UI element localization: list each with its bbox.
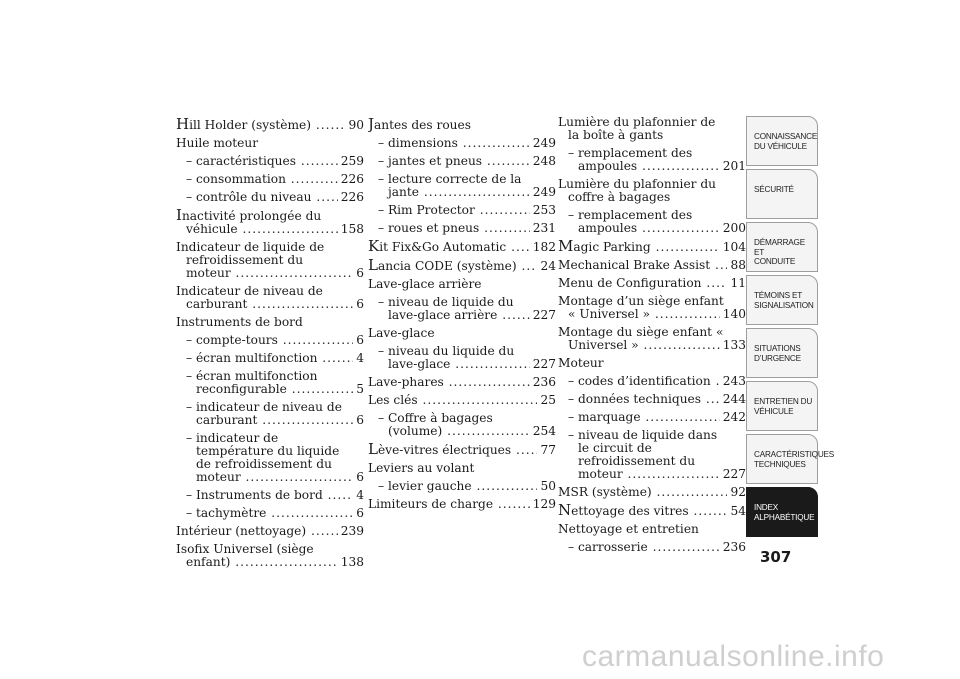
index-entry	[368, 443, 556, 457]
entry-page-number: 244	[722, 392, 746, 406]
chapter-tab[interactable]	[746, 116, 818, 166]
entry-text	[568, 541, 720, 554]
chapter-tab[interactable]	[746, 487, 818, 537]
entry-continuation: jante	[388, 186, 420, 199]
entry-continuation: la boîte à gants	[568, 129, 664, 142]
index-entry	[368, 480, 556, 493]
chapter-tab[interactable]	[746, 169, 818, 219]
chapter-tab-line: DÉMARRAGE ET	[754, 238, 805, 257]
entry-page-number: 140	[722, 307, 746, 321]
index-entry	[176, 118, 364, 132]
index-entry	[558, 486, 746, 499]
initial-letter: L	[368, 443, 378, 457]
entry-page-number: 6	[356, 266, 364, 280]
entry-continuation: moteur	[578, 468, 623, 481]
entry-label: ill Holder (système)	[189, 118, 312, 132]
entry-label: it Fix&Go Automatic	[379, 240, 507, 254]
entry-continuation: reconfigurable	[196, 383, 287, 396]
entry-continuation: moteur	[196, 471, 241, 484]
entry-continuation: coffre à bagages	[568, 191, 671, 204]
entry-text	[558, 504, 727, 518]
entry-text	[186, 334, 353, 347]
entry-label: – Coffre à bagages	[378, 411, 493, 425]
entry-label: – caractéristiques	[186, 155, 296, 168]
entry-text	[378, 345, 530, 371]
entry-text	[558, 116, 746, 142]
entry-page-number: 6	[356, 413, 364, 427]
entry-page-number: 259	[340, 154, 364, 168]
index-entry	[368, 155, 556, 168]
index-entry	[176, 352, 364, 365]
entry-label: – roues et pneus	[378, 222, 480, 235]
entry-label: – compte-tours	[186, 334, 278, 347]
initial-letter: H	[176, 118, 190, 132]
entry-text	[176, 118, 345, 132]
index-entry	[558, 295, 746, 321]
index-entry	[368, 462, 556, 475]
index-entry	[176, 489, 364, 502]
entry-label: Lave-glace arrière	[368, 278, 482, 291]
entry-label: – niveau de liquide dans	[568, 428, 718, 442]
entry-label: Limiteurs de charge	[368, 498, 494, 511]
index-entry	[368, 118, 556, 132]
entry-page-number: 239	[340, 524, 364, 538]
entry-page-number: 11	[730, 276, 746, 290]
chapter-tab-line: CONDUITE	[754, 257, 796, 266]
index-entry	[368, 137, 556, 150]
chapter-tab-line: SÉCURITÉ	[754, 185, 794, 194]
initial-letter: K	[368, 240, 380, 254]
entry-text	[186, 352, 353, 365]
entry-label: Instruments de bord	[176, 316, 303, 329]
chapter-tab-line: SIGNALISATION	[754, 300, 814, 310]
index-entry	[368, 394, 556, 407]
entry-page-number: 236	[722, 540, 746, 554]
index-entry	[176, 370, 364, 396]
entry-label: – lecture correcte de la	[378, 172, 522, 186]
entry-text	[558, 277, 727, 290]
entry-label: Isofix Universel (siège	[176, 542, 314, 556]
entry-page-number: 6	[356, 333, 364, 347]
entry-page-number: 92	[730, 485, 746, 499]
index-entry	[176, 543, 364, 569]
entry-label: – marquage	[568, 411, 641, 424]
entry-page-number: 77	[540, 443, 556, 457]
chapter-tab-line: VÉHICULE	[754, 406, 794, 416]
chapter-tab-line: DU VÉHICULE	[754, 141, 807, 151]
entry-label: – codes d’identification	[568, 375, 711, 388]
entry-text	[568, 375, 720, 388]
entry-page-number: 138	[340, 555, 364, 569]
entry-continuation: ampoules	[578, 222, 638, 235]
entry-text	[568, 411, 720, 424]
entry-label: Lumière du plafonnier de	[558, 115, 716, 129]
chapter-tab-line: CONNAISSANCE	[754, 132, 818, 141]
entry-label: Lumière du plafonnier du	[558, 177, 717, 191]
entry-text	[378, 296, 530, 322]
chapter-tab[interactable]	[746, 275, 818, 325]
index-entry	[558, 277, 746, 290]
entry-page-number: 6	[356, 506, 364, 520]
index-entry	[176, 155, 364, 168]
entry-page-number: 231	[532, 221, 556, 235]
index-entry	[558, 411, 746, 424]
entry-label: – écran multifonction	[186, 369, 318, 383]
entry-text	[378, 155, 530, 168]
initial-letter: N	[558, 504, 572, 518]
entry-label: Mechanical Brake Assist	[558, 259, 711, 272]
entry-page-number: 54	[730, 504, 746, 518]
chapter-tab-line: TECHNIQUES	[754, 459, 806, 469]
entry-continuation: le circuit de	[578, 442, 652, 455]
entry-text	[368, 443, 537, 457]
entry-label: antes des roues	[374, 118, 471, 132]
index-entry	[176, 206, 364, 236]
index-entry	[176, 137, 364, 150]
entry-text	[368, 462, 556, 475]
entry-page-number: 227	[722, 467, 746, 481]
initial-letter: M	[558, 240, 574, 254]
entry-label: Leviers au volant	[368, 462, 475, 475]
entry-text	[186, 370, 353, 396]
index-entry	[368, 498, 556, 511]
entry-page-number: 236	[532, 375, 556, 389]
entry-continuation: véhicule	[186, 223, 238, 236]
entry-text	[558, 178, 746, 204]
index-entry	[558, 259, 746, 272]
entry-label: MSR (système)	[558, 486, 652, 499]
entry-page-number: 24	[540, 259, 556, 273]
entry-text	[176, 285, 353, 311]
index-entry	[176, 191, 364, 204]
entry-page-number: 4	[356, 488, 364, 502]
entry-page-number: 249	[532, 185, 556, 199]
entry-label: agic Parking	[573, 240, 651, 254]
entry-text	[368, 498, 530, 511]
entry-text	[568, 393, 720, 406]
entry-continuation: (volume)	[388, 425, 443, 438]
entry-text	[568, 209, 720, 235]
entry-text	[568, 429, 720, 481]
entry-text	[378, 222, 530, 235]
entry-continuation: moteur	[186, 267, 231, 280]
entry-label: – remplacement des	[568, 146, 693, 160]
entry-text	[176, 316, 364, 329]
entry-text	[558, 357, 746, 370]
index-entry	[368, 327, 556, 340]
entry-text	[558, 325, 724, 352]
entry-label: Menu de Configuration	[558, 277, 702, 290]
index-entry	[558, 116, 746, 142]
entry-continuation: « Universel »	[568, 308, 650, 321]
entry-label: Huile moteur	[176, 137, 259, 150]
index-entry	[176, 401, 364, 427]
entry-text	[558, 240, 720, 254]
entry-continuation: refroidissement du	[578, 455, 696, 468]
index-entry	[558, 357, 746, 370]
entry-page-number: 249	[532, 136, 556, 150]
entry-label: Moteur	[558, 357, 604, 370]
entry-text	[176, 137, 364, 150]
entry-page-number: 50	[540, 479, 556, 493]
entry-continuation: de refroidissement du	[196, 458, 332, 471]
index-entry	[558, 178, 746, 204]
index-entry	[558, 209, 746, 235]
entry-page-number: 254	[532, 424, 556, 438]
entry-page-number: 158	[340, 222, 364, 236]
entry-page-number: 248	[532, 154, 556, 168]
entry-label: – remplacement des	[568, 208, 693, 222]
index-entry	[368, 412, 556, 438]
chapter-tab-line: D’URGENCE	[754, 353, 801, 363]
entry-continuation: température du liquide	[196, 445, 340, 458]
entry-text	[176, 241, 353, 280]
index-column-3	[558, 116, 746, 559]
entry-text	[368, 259, 537, 273]
entry-page-number: 90	[348, 118, 364, 132]
index-entry	[176, 241, 364, 280]
index-entry	[368, 204, 556, 217]
entry-label: – carrosserie	[568, 541, 648, 554]
entry-text	[176, 543, 338, 569]
index-entry	[176, 525, 364, 538]
page-number: 307	[760, 548, 792, 566]
entry-page-number: 226	[340, 190, 364, 204]
entry-text	[186, 191, 338, 204]
entry-text	[558, 259, 727, 272]
chapter-tab[interactable]	[746, 328, 818, 378]
entry-text	[558, 523, 746, 536]
entry-text	[368, 327, 556, 340]
entry-label: – tachymètre	[186, 507, 267, 520]
initial-letter: J	[368, 118, 375, 132]
entry-text	[368, 278, 556, 291]
entry-text	[378, 137, 530, 150]
index-entry	[558, 429, 746, 481]
entry-continuation: carburant	[186, 298, 248, 311]
chapter-tab-line: INDEX	[754, 503, 779, 512]
entry-text	[378, 173, 530, 199]
entry-label: – contrôle du niveau	[186, 191, 312, 204]
index-entry	[558, 147, 746, 173]
watermark: carmanualsonline.info	[582, 640, 885, 673]
entry-label: ève-vitres électriques	[377, 443, 512, 457]
entry-text	[368, 118, 556, 132]
entry-page-number: 227	[532, 308, 556, 322]
entry-text	[186, 401, 353, 427]
entry-label: Montage d’un siège enfant	[558, 294, 724, 308]
entry-label: ancia CODE (système)	[377, 259, 517, 273]
entry-label: Lave-phares	[368, 376, 444, 389]
entry-page-number: 243	[722, 374, 746, 388]
index-entry	[368, 296, 556, 322]
entry-text	[368, 394, 537, 407]
index-entry	[176, 432, 364, 484]
entry-text	[176, 525, 338, 538]
entry-text	[568, 147, 720, 173]
index-entry	[558, 375, 746, 388]
entry-continuation: ampoules	[578, 160, 638, 173]
entry-label: – données techniques	[568, 393, 702, 406]
index-entry	[368, 376, 556, 389]
index-entry	[176, 285, 364, 311]
entry-label: – indicateur de	[186, 431, 279, 445]
entry-text	[186, 155, 338, 168]
index-entry	[368, 345, 556, 371]
entry-page-number: 201	[722, 159, 746, 173]
chapter-tab-line: SITUATIONS	[754, 344, 801, 353]
entry-text	[186, 489, 353, 502]
chapter-tab[interactable]	[746, 381, 818, 431]
entry-text	[378, 204, 530, 217]
entry-label: – niveau du liquide du	[378, 344, 515, 358]
chapter-tab[interactable]	[746, 434, 835, 484]
entry-text	[186, 432, 353, 484]
chapter-tab-line: TÉMOINS ET	[754, 291, 803, 300]
chapter-tab-line: ALPHABÉTIQUE	[754, 512, 815, 522]
initial-letter: L	[368, 259, 378, 273]
entry-page-number: 6	[356, 297, 364, 311]
entry-text	[378, 480, 537, 493]
entry-page-number: 200	[722, 221, 746, 235]
index-entry	[368, 278, 556, 291]
entry-continuation: lave-glace arrière	[388, 309, 498, 322]
index-column-2	[368, 116, 556, 516]
entry-continuation: refroidissement du	[186, 254, 304, 267]
index-entry	[558, 541, 746, 554]
entry-label: Lave-glace	[368, 327, 435, 340]
entry-continuation: carburant	[196, 414, 258, 427]
entry-label: ettoyage des vitres	[571, 504, 689, 518]
index-column-1	[176, 116, 364, 574]
entry-label: – Instruments de bord	[186, 489, 323, 502]
entry-page-number: 133	[722, 338, 746, 352]
index-entry	[176, 507, 364, 520]
entry-continuation: enfant)	[186, 556, 231, 569]
index-entry	[176, 334, 364, 347]
index-entry	[176, 316, 364, 329]
entry-page-number: 104	[722, 240, 746, 254]
entry-page-number: 226	[340, 172, 364, 186]
entry-label: – jantes et pneus	[378, 155, 483, 168]
entry-page-number: 25	[540, 393, 556, 407]
chapter-tab-line: CARACTÉRISTIQUES	[754, 450, 835, 459]
entry-label: Indicateur de liquide de	[176, 240, 325, 254]
entry-label: Indicateur de niveau de	[176, 284, 323, 298]
entry-page-number: 227	[532, 357, 556, 371]
entry-label: – écran multifonction	[186, 352, 318, 365]
entry-page-number: 182	[532, 240, 556, 254]
entry-text	[558, 294, 724, 321]
entry-page-number: 6	[356, 470, 364, 484]
index-entry	[368, 173, 556, 199]
index-entry	[368, 222, 556, 235]
index-entry	[558, 523, 746, 536]
entry-page-number: 253	[532, 203, 556, 217]
chapter-tabs	[746, 116, 835, 540]
chapter-tab-line: ENTRETIEN DU	[754, 397, 813, 406]
index-entry	[368, 259, 556, 273]
entry-label: – indicateur de niveau de	[186, 400, 342, 414]
index-entry	[176, 173, 364, 186]
entry-text	[186, 507, 353, 520]
entry-label: – niveau de liquide du	[378, 295, 514, 309]
entry-label: Montage du siège enfant «	[558, 325, 724, 339]
entry-page-number: 4	[356, 351, 364, 365]
entry-text	[368, 376, 530, 389]
entry-text	[186, 173, 338, 186]
index-entry	[558, 240, 746, 254]
entry-page-number: 242	[722, 410, 746, 424]
entry-label: – levier gauche	[378, 480, 472, 493]
entry-continuation: Universel »	[568, 339, 639, 352]
entry-text	[176, 206, 338, 236]
entry-label: Les clés	[368, 394, 418, 407]
entry-continuation: lave-glace	[388, 358, 451, 371]
initial-letter: I	[176, 206, 182, 224]
chapter-tab[interactable]	[746, 222, 818, 272]
entry-label: Intérieur (nettoyage)	[176, 525, 307, 538]
entry-label: – Rim Protector	[378, 204, 475, 217]
entry-text	[368, 240, 530, 254]
entry-text	[558, 486, 727, 499]
entry-label: Nettoyage et entretien	[558, 523, 699, 536]
entry-page-number: 5	[356, 382, 364, 396]
index-entry	[558, 393, 746, 406]
index-entry	[368, 240, 556, 254]
entry-label: nactivité prolongée du	[181, 209, 322, 223]
entry-page-number: 88	[730, 258, 746, 272]
entry-label: – dimensions	[378, 137, 458, 150]
index-entry	[558, 326, 746, 352]
entry-page-number: 129	[532, 497, 556, 511]
entry-label: – consommation	[186, 173, 286, 186]
entry-text	[378, 412, 530, 438]
index-entry	[558, 504, 746, 518]
